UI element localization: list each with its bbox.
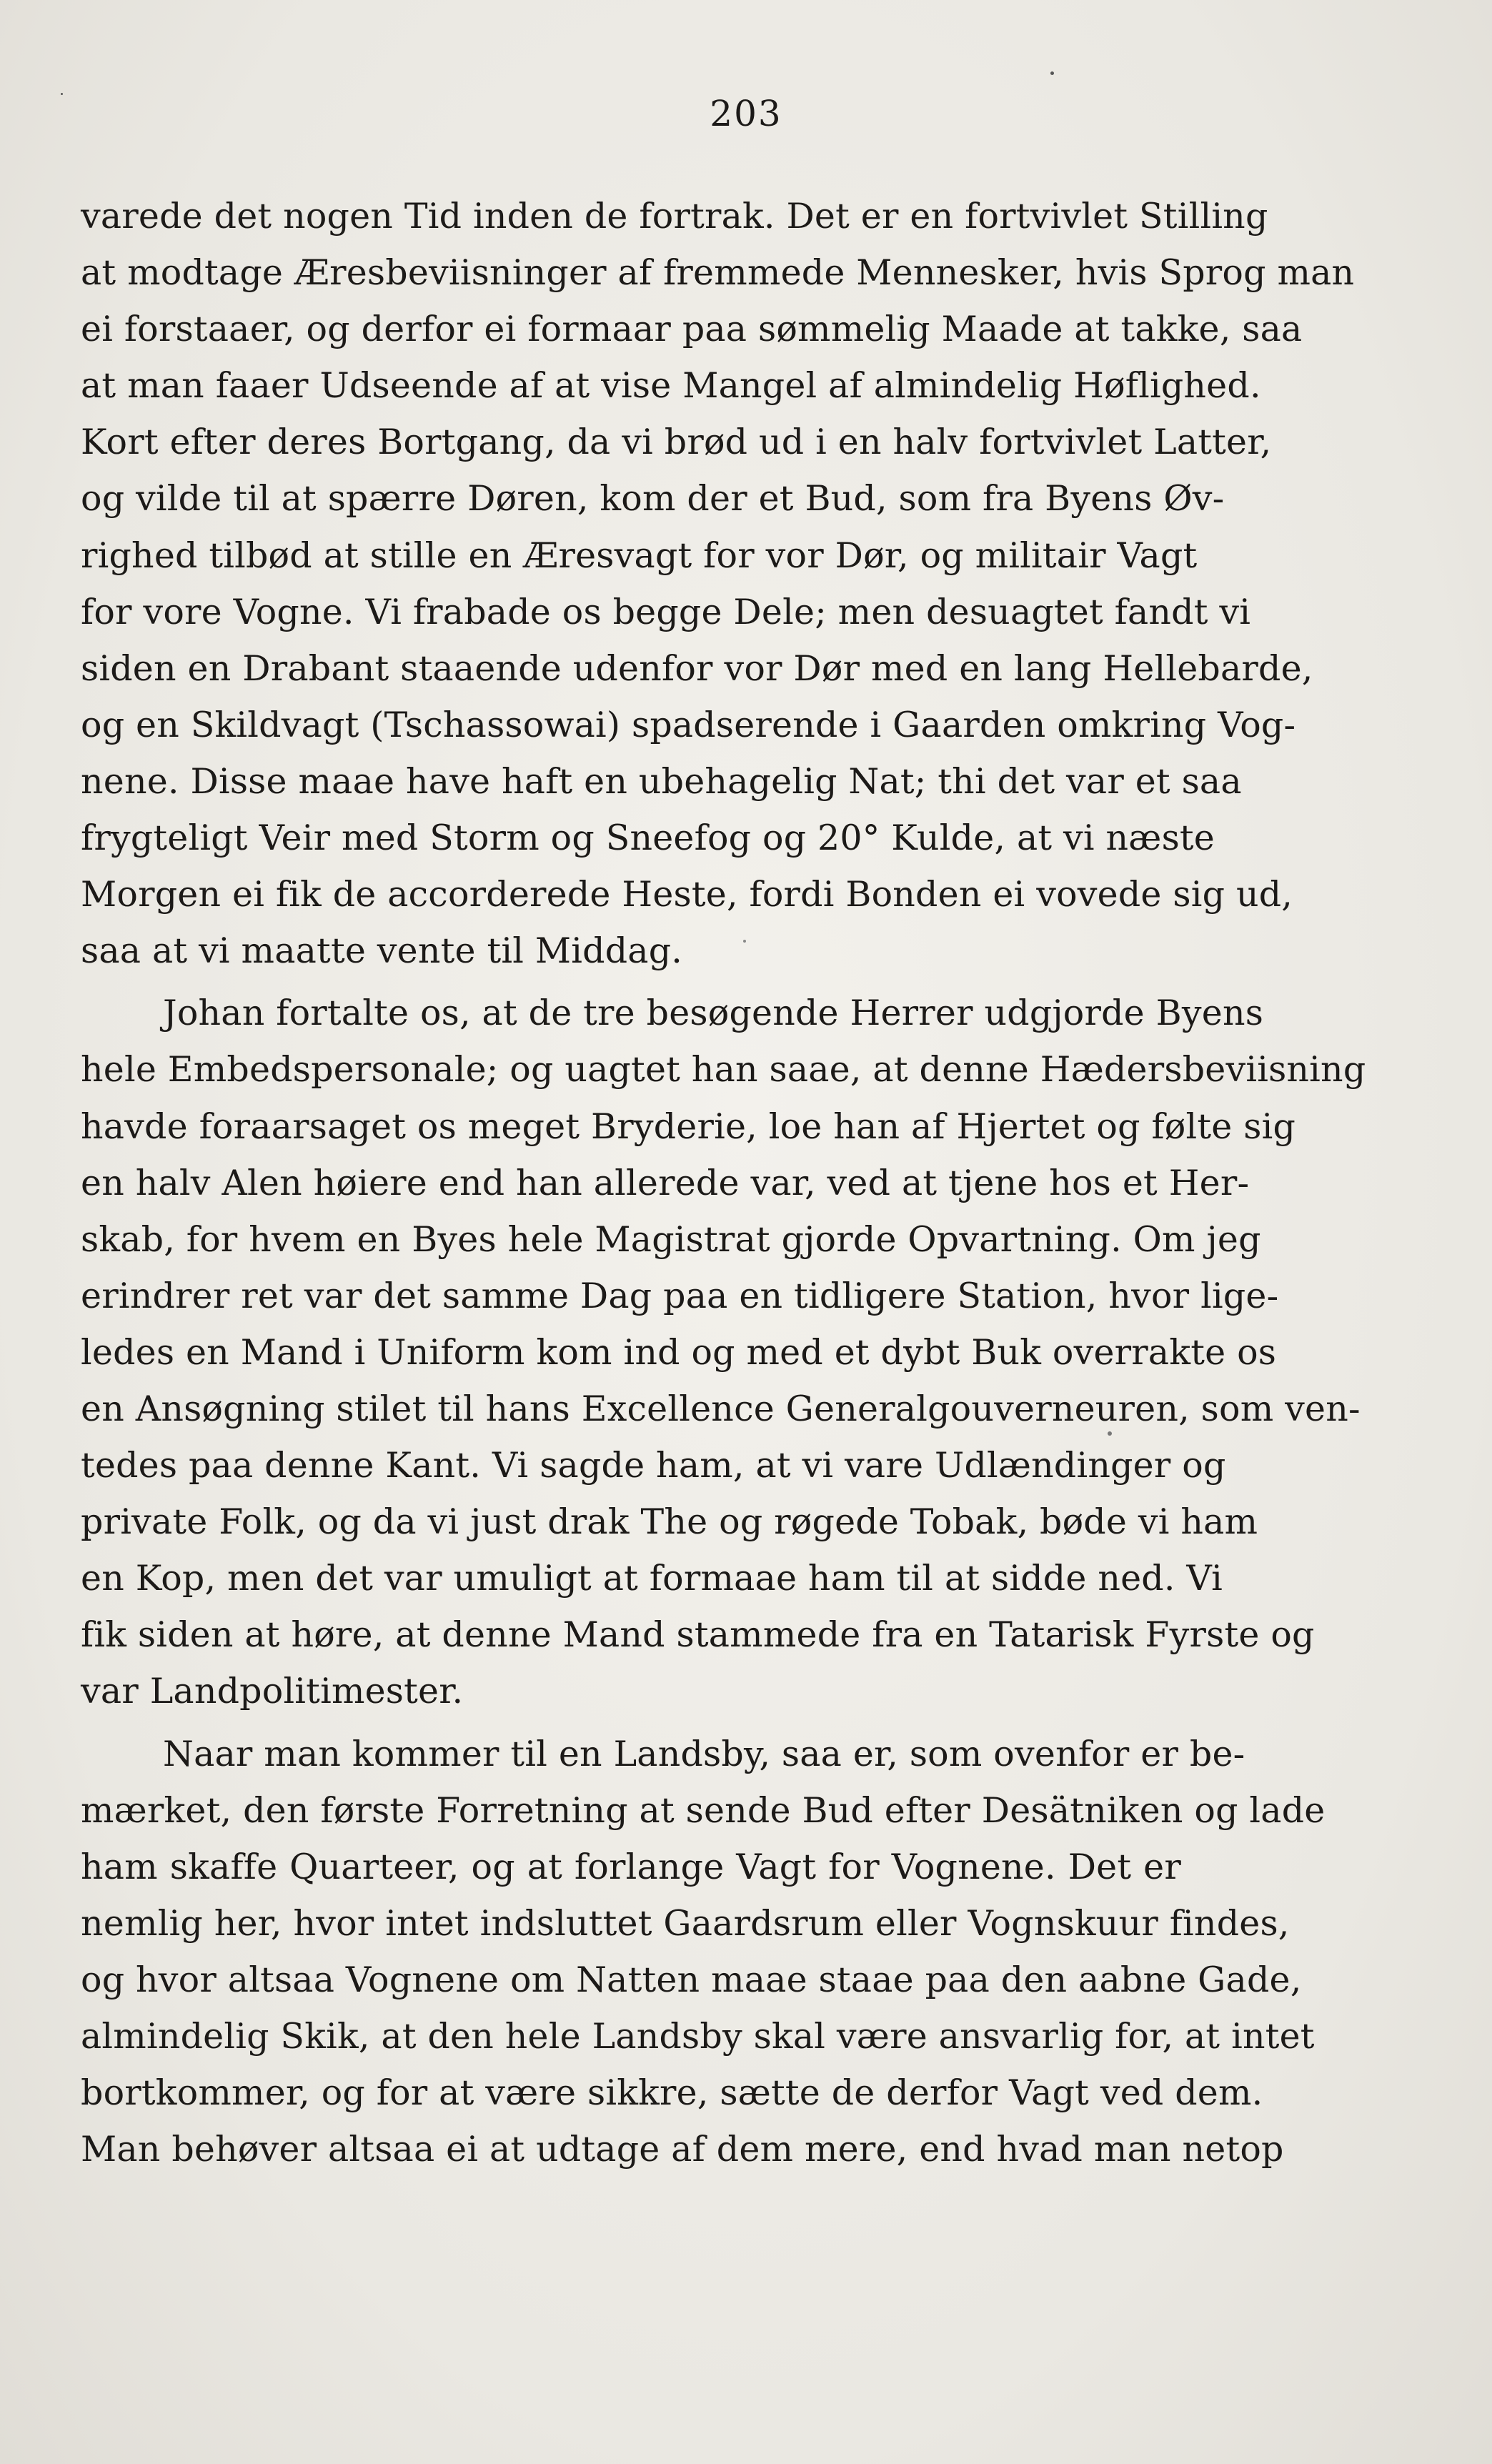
text-line: Morgen ei fik de accorderede Heste, fordi Bonden ei vovede sig ud, xyxy=(81,874,1293,915)
paper-speck xyxy=(1050,71,1054,75)
text-line: righed tilbød at stille en Æresvagt for vor Dør, og militair Vagt xyxy=(81,535,1198,576)
text-line: at man faaer Udseende af at vise Mangel af almindelig Høflighed. xyxy=(81,365,1261,407)
paper-speck xyxy=(1108,1431,1112,1436)
text-line: Man behøver altsaa ei at udtage af dem mere, end hvad man netop xyxy=(81,2129,1284,2170)
paragraph-2 xyxy=(81,985,1366,1719)
text-line: Kort efter deres Bortgang, da vi brød ud i en halv fortvivlet Latter, xyxy=(81,422,1272,463)
text-line: og en Skildvagt (Tschassowai) spadserende i Gaarden omkring Vog- xyxy=(81,704,1296,745)
body-text xyxy=(81,188,1366,2177)
paragraph-3 xyxy=(81,1726,1326,2178)
text-line: og hvor altsaa Vognene om Natten maae staae paa den aabne Gade, xyxy=(81,1959,1302,2000)
text-line: en halv Alen høiere end han allerede var, ved at tjene hos et Her- xyxy=(81,1162,1250,1203)
text-line: tedes paa denne Kant. Vi sagde ham, at vi vare Udlændinger og xyxy=(81,1445,1226,1486)
paragraph-1 xyxy=(81,188,1355,979)
text-line: en Ansøgning stilet til hans Excellence Generalgouverneuren, som ven- xyxy=(81,1388,1361,1429)
text-line: bortkommer, og for at være sikkre, sætte de derfor Vagt ved dem. xyxy=(81,2072,1263,2114)
text-line: ham skaffe Quarteer, og at forlange Vagt for Vognene. Det er xyxy=(81,1846,1181,1887)
text-line: var Landpolitimester. xyxy=(81,1671,464,1712)
text-line: ei forstaaer, og derfor ei formaar paa sømmelig Maade at takke, saa xyxy=(81,309,1303,350)
text-line: private Folk, og da vi just drak The og røgede Tobak, bøde vi ham xyxy=(81,1501,1258,1543)
text-line: saa at vi maatte vente til Middag. xyxy=(81,930,683,972)
text-line: mærket, den første Forretning at sende Bud efter Desätniken og lade xyxy=(81,1789,1326,1831)
text-line: og vilde til at spærre Døren, kom der et Bud, som fra Byens Øv- xyxy=(81,478,1225,520)
paper-speck xyxy=(743,940,746,943)
text-line: almindelig Skik, at den hele Landsby skal være ansvarlig for, at intet xyxy=(81,2016,1315,2057)
text-line: erindrer ret var det samme Dag paa en tidligere Station, hvor lige- xyxy=(81,1275,1279,1316)
text-line: for vore Vogne. Vi frabade os begge Dele; men desuagtet fandt vi xyxy=(81,591,1251,632)
text-line: varede det nogen Tid inden de fortrak. Det er en fortvivlet Stilling xyxy=(81,196,1268,237)
text-line: Naar man kommer til en Landsby, saa er, som ovenfor er be- xyxy=(163,1733,1245,1774)
text-line: siden en Drabant staaende udenfor vor Dør med en lang Hellebarde, xyxy=(81,647,1313,689)
text-line: havde foraarsaget os meget Bryderie, loe han af Hjertet og følte sig xyxy=(81,1106,1296,1147)
page-number: 203 xyxy=(710,93,782,134)
paper-speck xyxy=(61,93,63,95)
text-line: at modtage Æresbeviisninger af fremmede Mennesker, hvis Sprog man xyxy=(81,252,1355,294)
text-line: fik siden at høre, at denne Mand stammede fra en Tatarisk Fyrste og xyxy=(81,1614,1315,1656)
text-line: skab, for hvem en Byes hele Magistrat gjorde Opvartning. Om jeg xyxy=(81,1218,1261,1260)
text-line: Johan fortalte os, at de tre besøgende Herrer udgjorde Byens xyxy=(163,993,1264,1034)
text-line: en Kop, men det var umuligt at formaae ham til at sidde ned. Vi xyxy=(81,1558,1223,1599)
text-line: ledes en Mand i Uniform kom ind og med et dybt Buk overrakte os xyxy=(81,1331,1277,1373)
text-line: hele Embedspersonale; og uagtet han saae, at denne Hædersbeviisning xyxy=(81,1049,1366,1091)
text-line: frygteligt Veir med Storm og Sneefog og 20° Kulde, at vi næste xyxy=(81,818,1215,859)
text-line: nemlig her, hvor intet indsluttet Gaardsrum eller Vognskuur findes, xyxy=(81,1902,1290,1944)
text-line: nene. Disse maae have haft en ubehagelig Nat; thi det var et saa xyxy=(81,760,1242,802)
